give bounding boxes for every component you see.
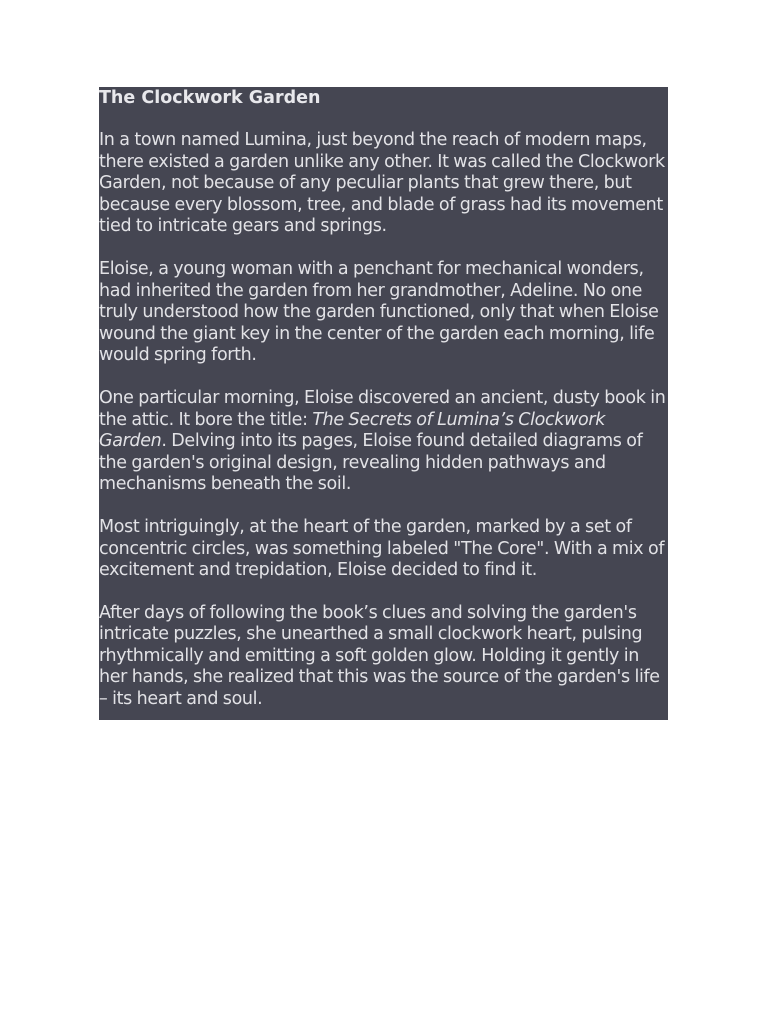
paragraph-5: After days of following the book’s clues and solving the garden's intricate puzzles, she unearthed a small clockwork heart, pulsing rhythmically and emitting a soft golden glow. Holding it gently in her hands, she realized that this was the source of the garden's life – its heart and soul. [99,602,660,710]
paragraph-4: Most intriguingly, at the heart of the garden, marked by a set of concentric circles, was something labeled "The Core". With a mix of excitement and trepidation, Eloise decided to find it. [99,516,665,581]
paragraph-1: In a town named Lumina, just beyond the reach of modern maps, there existed a garden unlike any other. It was called the Clockwork Garden, not because of any peculiar plants that grew there, but because every blossom, tree, and blade of grass had its movement tied to intricate gears and springs. [99,130,665,237]
paragraph-3-text-after: . Delving into its pages, Eloise found detailed diagrams of the garden's original design, revealing hidden pathways and mechanisms beneath the soil. [99,431,643,495]
story-text-block [99,87,668,720]
book-title: The Secrets of Lumina’s Clockwork Garden [99,409,606,452]
paragraph-3 [99,388,668,496]
paragraph-2: Eloise, a young woman with a penchant for mechanical wonders, had inherited the garden from her grandmother, Adeline. No one truly understood how the garden functioned, only that when Eloise wound the giant key in the center of the garden each morning, life would spring forth. [99,258,659,366]
paragraph-3-text-before: One particular morning, Eloise discovered an ancient, dusty book in the attic. It bore the title: [99,387,666,430]
story-title: The Clockwork Garden [99,88,321,108]
